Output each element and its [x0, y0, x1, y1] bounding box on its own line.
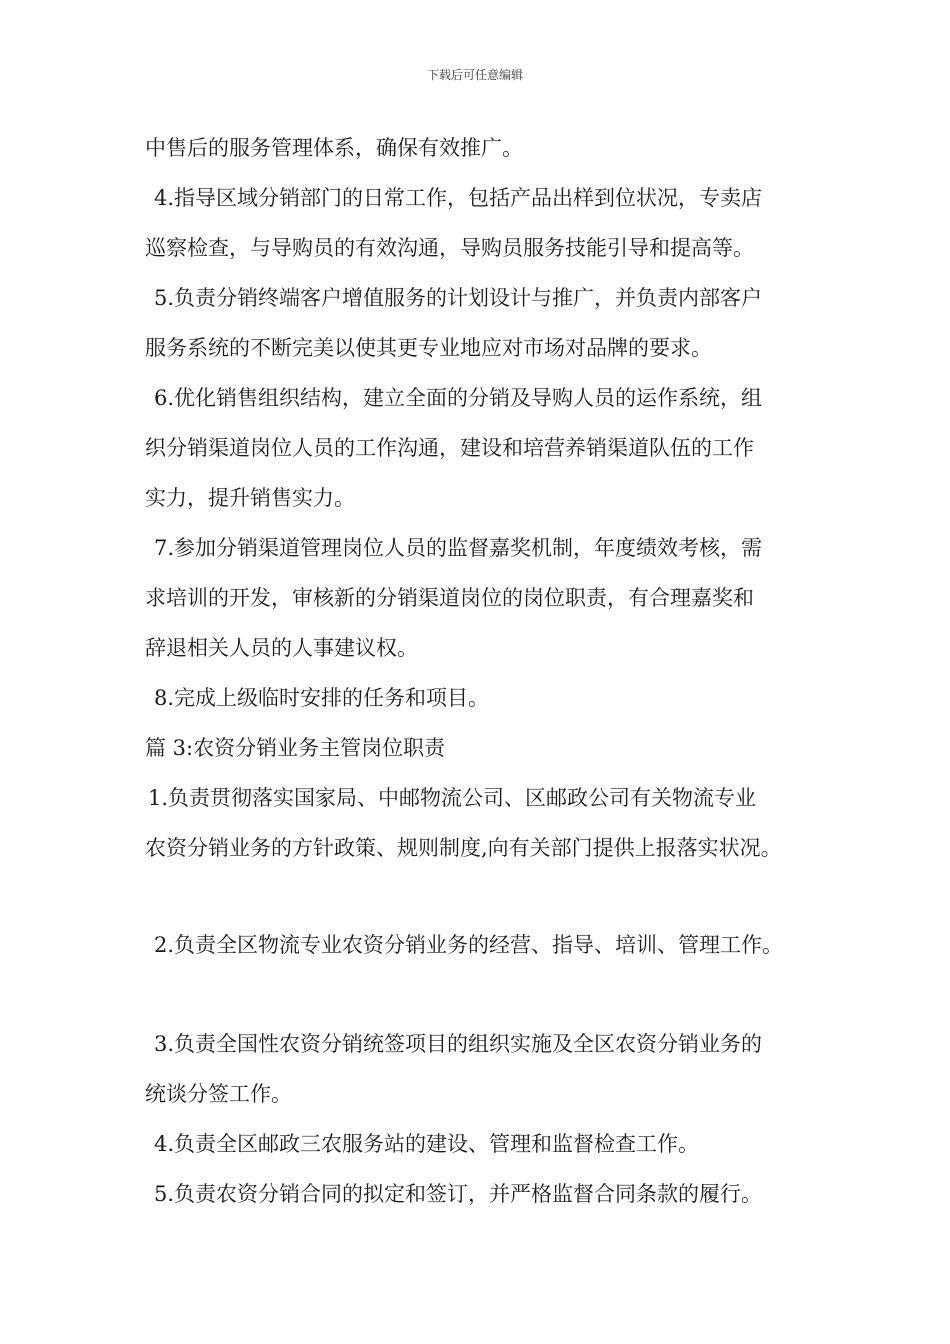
- text-line: 1.负责贯彻落实国家局、中邮物流公司、区邮政公司有关物流专业: [148, 786, 757, 810]
- text-line: 农资分销业务的方针政策、规则制度,向有关部门提供上报落实状况。: [145, 836, 782, 860]
- text-line: 7.参加分销渠道管理岗位人员的监督嘉奖机制，年度绩效考核，需: [154, 536, 763, 560]
- text-line: 5.负责分销终端客户增值服务的计划设计与推广，并负责内部客户: [154, 286, 763, 310]
- text-line: 织分销渠道岗位人员的工作沟通，建设和培营养销渠道队伍的工作: [145, 436, 754, 460]
- text-line: 实力，提升销售实力。: [145, 486, 355, 510]
- text-line: 4.负责全区邮政三农服务站的建设、管理和监督检查工作。: [154, 1132, 700, 1156]
- text-line: 辞退相关人员的人事建议权。: [145, 636, 418, 660]
- text-line: 巡察检查，与导购员的有效沟通，导购员服务技能引导和提高等。: [145, 236, 754, 260]
- text-line: 5.负责农资分销合同的拟定和签订，并严格监督合同条款的履行。: [154, 1182, 763, 1206]
- text-line: 3.负责全国性农资分销统签项目的组织实施及全区农资分销业务的: [154, 1032, 763, 1056]
- text-line: 求培训的开发，审核新的分销渠道岗位的岗位职责，有合理嘉奖和: [145, 586, 754, 610]
- text-line: 6.优化销售组织结构，建立全面的分销及导购人员的运作系统，组: [154, 386, 763, 410]
- text-line: 统谈分签工作。: [145, 1082, 292, 1106]
- text-line: 8.完成上级临时安排的任务和项目。: [154, 686, 490, 710]
- text-line: 中售后的服务管理体系，确保有效推广。: [145, 136, 523, 160]
- page-header: 下载后可任意编辑: [426, 68, 523, 82]
- text-line: 2.负责全区物流专业农资分销业务的经营、指导、培训、管理工作。: [154, 933, 784, 957]
- section-heading: 篇 3:农资分销业务主管岗位职责: [145, 736, 446, 760]
- text-line: 服务系统的不断完美以使其更专业地应对市场对品牌的要求。: [145, 336, 712, 360]
- text-line: 4.指导区域分销部门的日常工作，包括产品出样到位状况，专卖店: [154, 186, 763, 210]
